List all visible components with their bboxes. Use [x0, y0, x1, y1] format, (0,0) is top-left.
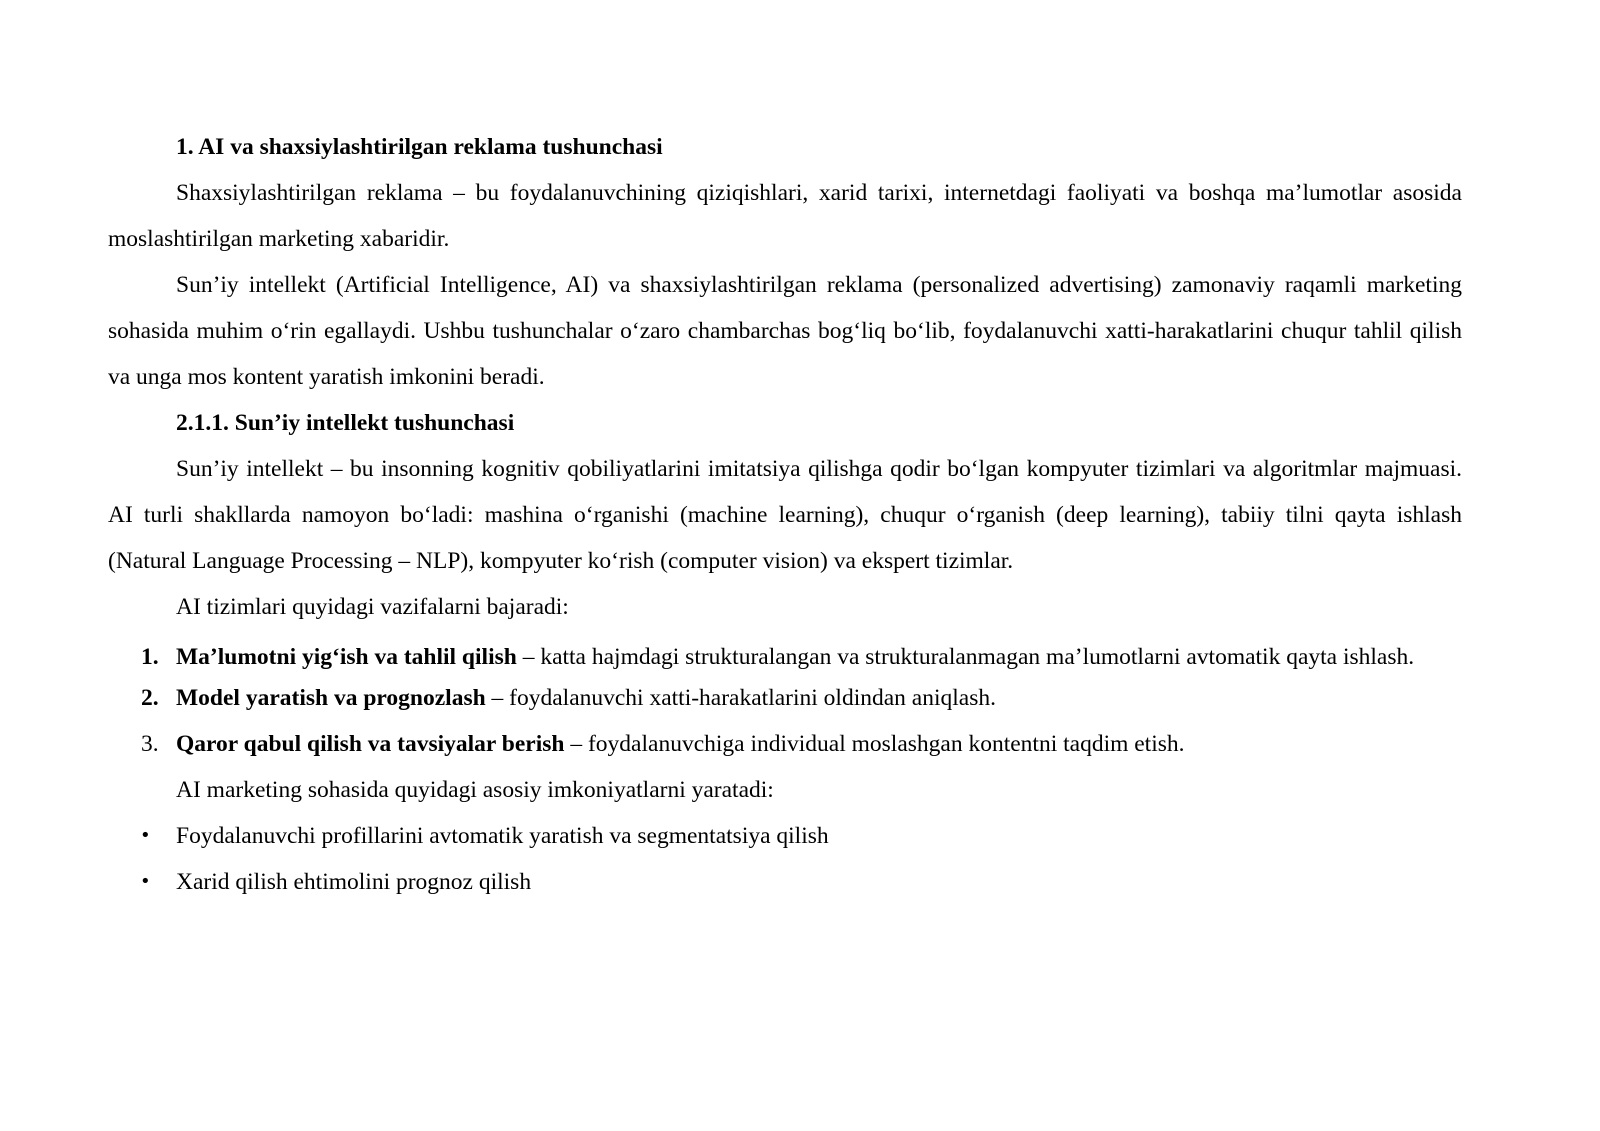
list-item: [108, 634, 1462, 680]
list-item-text: – foydalanuvchiga individual moslashgan kontentni taqdim etish.: [564, 731, 1185, 757]
section-1-paragraph-2: Sun’iy intellekt (Artificial Intelligence, AI) va shaxsiylashtirilgan reklama (personalized advertising) zamonaviy raqamli marketing sohasida muhim o‘rin egallaydi. Ushbu tushunchalar o‘zaro chambarchas bog‘liq bo‘lib, foydalanuvchi xatti-harakatlarini chuqur tahlil qilish va unga mos kontent yaratish imkonini beradi.: [108, 272, 1462, 390]
list-item-title: Qaror qabul qilish va tavsiyalar berish: [176, 731, 565, 757]
section-1-paragraph-1: Shaxsiylashtirilgan reklama – bu foydalanuvchining qiziqishlari, xarid tarixi, internetdagi faoliyati va boshqa ma’lumotlar asosida moslashtirilgan marketing xabaridir.: [108, 180, 1462, 252]
list-item: [108, 813, 1462, 859]
capabilities-list: [108, 813, 1462, 905]
list-item: [108, 721, 1462, 767]
list-item-text: Xarid qilish ehtimolini prognoz qilish: [176, 869, 532, 895]
section-1-heading: 1. AI va shaxsiylashtirilgan reklama tushunchasi: [176, 134, 663, 160]
list-item-title: Ma’lumotni yig‘ish va tahlil qilish: [176, 644, 517, 670]
list-number: 2.: [141, 685, 159, 711]
list-item-text: – foydalanuvchi xatti-harakatlarini oldindan aniqlash.: [485, 685, 996, 711]
tasks-intro: AI tizimlari quyidagi vazifalarni bajaradi:: [176, 594, 569, 620]
list-number: 1.: [141, 644, 159, 670]
section-2-1-1-paragraph-1: Sun’iy intellekt – bu insonning kognitiv qobiliyatlarini imitatsiya qilishga qodir bo‘lgan kompyuter tizimlari va algoritmlar majmuasi. AI turli shakllarda namoyon bo‘ladi: mashina o‘rganishi (machine learning), chuqur o‘rganish (deep learning), tabiiy tilni qayta ishlash (Natural Language Processing – NLP), kompyuter ko‘rish (computer vision) va ekspert tizimlar.: [108, 456, 1462, 574]
list-item-text: – katta hajmdagi strukturalangan va strukturalanmagan ma’lumotlarni avtomatik qayta ishlash.: [516, 644, 1415, 670]
list-item-title: Model yaratish va prognozlash: [176, 685, 486, 711]
list-item: [108, 675, 1462, 721]
list-number: 3.: [141, 731, 159, 757]
list-item: [108, 859, 1462, 905]
bullet-icon: •: [140, 871, 151, 892]
tasks-list: [108, 634, 1462, 767]
capabilities-intro: AI marketing sohasida quyidagi asosiy imkoniyatlarni yaratadi:: [176, 777, 774, 803]
section-2-1-1-heading: 2.1.1. Sun’iy intellekt tushunchasi: [176, 410, 515, 436]
bullet-icon: •: [140, 825, 151, 846]
list-item-text: Foydalanuvchi profillarini avtomatik yaratish va segmentatsiya qilish: [176, 823, 829, 849]
